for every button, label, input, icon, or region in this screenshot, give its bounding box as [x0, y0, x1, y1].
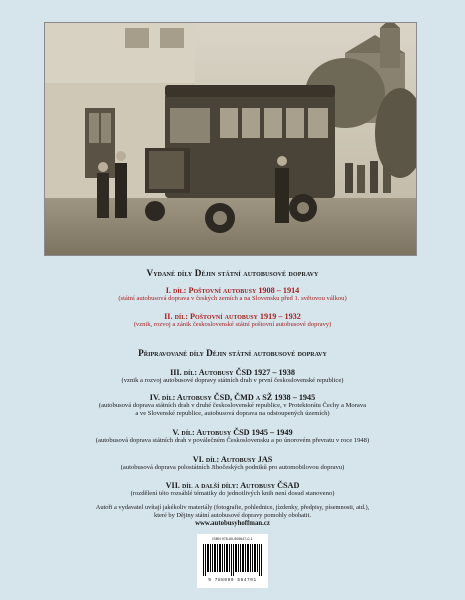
- footer-line-1: Autoři a vydavatel uvítají jakékoliv materiály (fotografie, pohlednice, jízdenky, předpisy, písemnosti, atd.),: [95, 504, 370, 511]
- volume-5-subtitle: (autobusová doprava státních drah v poválečném Československu a po únorovém převratu v roce 1948): [95, 437, 370, 444]
- volume-6: [20, 455, 445, 472]
- isbn-barcode: [197, 534, 268, 588]
- volume-5-title: V. díl: Autobusy ČSD 1945 – 1949: [172, 428, 293, 437]
- volume-1: [20, 286, 445, 303]
- volume-6-title: VI. díl: Autobusy JAS: [192, 455, 273, 464]
- volume-7: [20, 481, 445, 498]
- historic-bus-photo: [44, 22, 417, 256]
- volume-4: [20, 393, 445, 418]
- volume-6-subtitle: (autobusová doprava polostátních Jihočeských podniků pro automobilovou dopravu): [120, 464, 345, 471]
- volume-5: [20, 428, 445, 445]
- website-link[interactable]: www.autobusyhoffman.cz: [195, 520, 270, 528]
- volume-4-title: IV. díl: Autobusy ČSD, ČMD a SŽ 1938 – 1945: [149, 393, 316, 402]
- volume-4-subtitle-line2: a ve Slovenské republice, autobusová doprava na odstoupených územích): [135, 410, 330, 418]
- isbn-label: ISBN 978-80-905647-0-1: [212, 537, 253, 541]
- barcode-digits: 9 788090 564701: [208, 578, 257, 583]
- footer-line-2: které by Dějiny státní autobusové dopravy pomohly obohatit.: [154, 512, 311, 520]
- barcode-bars: [202, 544, 263, 576]
- volume-7-title: VII. díl a další díly: Autobusy ČSAD: [165, 481, 300, 490]
- volume-3-title: III. díl: Autobusy ČSD 1927 – 1938: [170, 368, 295, 377]
- published-heading: Vydané díly Dějin státní autobusové dopravy: [146, 268, 319, 278]
- volume-2-title: II. díl: Poštovní autobusy 1919 – 1932: [164, 312, 301, 321]
- volume-7-subtitle: (rozdělení této rozsáhlé tématiky do jednotlivých knih není dosud stanoveno): [130, 490, 335, 497]
- volume-3-subtitle: (vznik a rozvoj autobusové dopravy státních drah v první československé republice): [121, 377, 344, 384]
- volume-4-subtitle-line1: (autobusová doprava státních drah v druhé československé republice, v Protektorátu Čechy a Morava: [98, 402, 367, 409]
- planned-heading: Připravované díly Dějin státní autobusové dopravy: [138, 348, 327, 358]
- volume-1-title: I. díl: Poštovní autobusy 1908 – 1914: [165, 286, 300, 295]
- footer-note: [20, 504, 445, 529]
- volume-1-subtitle: (státní autobusová doprava v českých zemích a na Slovensku před 1. světovou válkou): [118, 295, 347, 302]
- volume-3: [20, 368, 445, 385]
- volume-2-subtitle: (vznik, rozvoj a zánik československé státní poštovní autobusové dopravy): [133, 321, 332, 328]
- volume-2: [20, 312, 445, 329]
